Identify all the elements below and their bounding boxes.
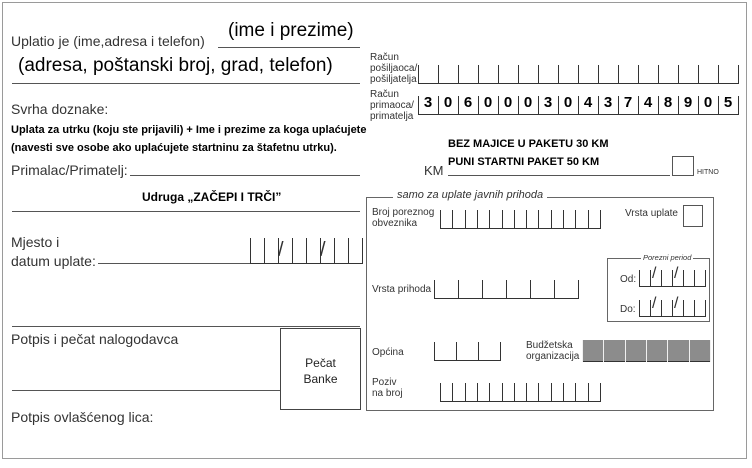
account-digit: 7 [623,94,633,111]
account-digit: 0 [503,94,513,111]
account-digit: 9 [683,94,693,111]
payer-label: Uplatio je (ime,adresa i telefon) [11,33,205,49]
period-to-input[interactable] [639,295,705,317]
municipality-input[interactable] [434,339,500,361]
amount-note-2: PUNI STARTNI PAKET 50 KM [448,156,600,168]
currency-label: KM [424,163,444,178]
recipient-account-input[interactable] [418,93,738,115]
amount-note-1: BEZ MAJICE U PAKETU 30 KM [448,138,609,150]
account-digit: 3 [603,94,613,111]
from-label: Od: [620,274,637,285]
bank-stamp-box [280,328,361,410]
tax-period-label: Porezni period [643,253,692,262]
revenue-type-input[interactable] [434,275,579,299]
tax-number-input[interactable] [440,205,600,229]
reference-label: Poziv na broj [372,377,403,399]
revenue-type-label: Vrsta prihoda [372,284,432,295]
recipient-label: Primalac/Primatelj: [11,162,128,178]
account-digit: 0 [483,94,493,111]
budget-org-input[interactable] [582,340,710,362]
account-digit: 8 [663,94,673,111]
reference-number-input[interactable] [440,378,600,402]
account-digit: 0 [563,94,573,111]
purpose-text-line1[interactable]: Uplata za utrku (koju ste prijavili) + Ime i prezime za koga uplaćujete [11,124,367,136]
date-separator: / [278,239,284,261]
period-from-input[interactable] [639,265,705,287]
account-digit: 4 [583,94,593,111]
date-separator: / [652,295,657,312]
public-revenue-title: samo za uplate javnih prihoda [393,189,547,201]
payer-address-field[interactable]: (adresa, poštanski broj, grad, telefon) [18,55,333,76]
recipient-account-label: Račun primaoca/ primatelja [370,89,414,122]
account-digit: 4 [643,94,653,111]
official-signature-label: Potpis ovlašćenog lica: [11,409,154,425]
date-separator: / [652,265,657,282]
date-input[interactable] [250,233,362,264]
payer-account-label: Račun pošiljaoca/ pošiljatelja [370,52,418,85]
urgent-label: HITNO [697,169,719,176]
payer-account-input[interactable] [418,62,738,84]
account-digit: 6 [463,94,473,111]
account-digit: 5 [723,94,733,111]
urgent-checkbox[interactable] [672,156,694,176]
bank-stamp-line2: Banke [303,372,338,386]
place-date-label: Mjesto i datum uplate: [11,234,96,269]
account-digit: 3 [423,94,433,111]
date-separator: / [674,295,679,312]
account-digit: 0 [523,94,533,111]
payer-signature-label: Potpis i pečat nalogodavca [11,331,179,347]
account-digit: 0 [703,94,713,111]
account-digit: 3 [543,94,553,111]
to-label: Do: [620,304,636,315]
account-digit: 0 [443,94,453,111]
date-separator: / [320,239,326,261]
payment-type-label: Vrsta uplate [625,208,678,219]
tax-number-label: Broj poreznog obveznika [372,207,435,229]
recipient-name-field[interactable]: Udruga „ZAČEPI I TRČI” [142,190,282,204]
payment-type-input[interactable] [683,205,703,227]
bank-stamp-line1: Pečat [305,356,336,370]
date-separator: / [674,265,679,282]
budget-org-label: Budžetska organizacija [526,340,580,362]
payer-name-field[interactable]: (ime i prezime) [228,20,354,41]
municipality-label: Općina [372,347,404,358]
purpose-label: Svrha doznake: [11,101,109,117]
purpose-text-line2[interactable]: (navesti sve osobe ako uplaćujete startninu za štafetnu utrku). [11,142,337,154]
